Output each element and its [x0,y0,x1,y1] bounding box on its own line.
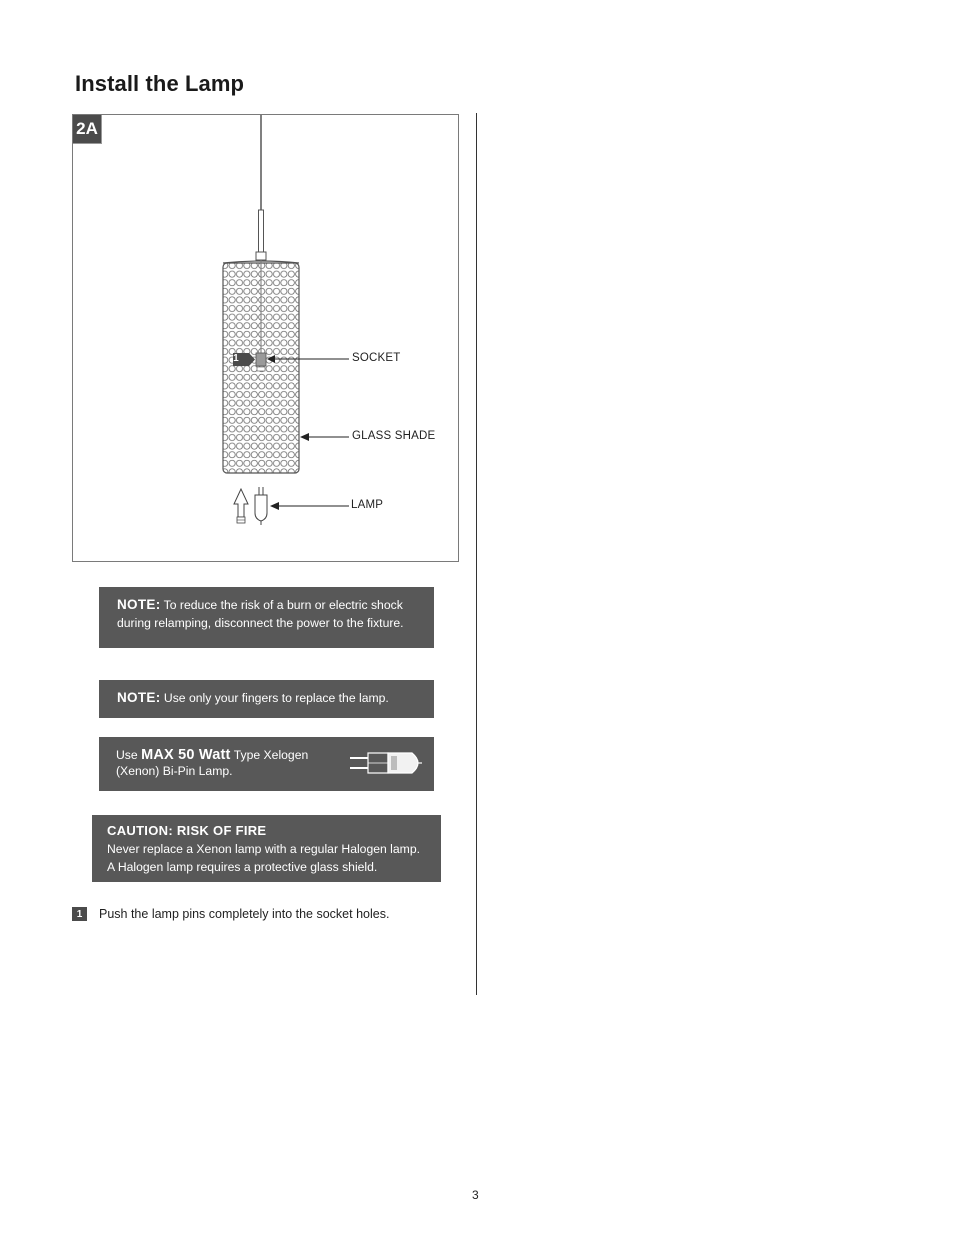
note-label: NOTE: [117,690,161,705]
note-use-fingers [99,680,434,718]
note-text: To reduce the risk of a burn or electric shock during relamping, disconnect the power to the fixture. [117,598,404,630]
callout-lamp: LAMP [351,499,384,511]
lamp-spec-suffix: Type Xelogen (Xenon) Bi-Pin Lamp. [116,748,309,778]
page-title: Install the Lamp [75,71,245,96]
caution-title: CAUTION: RISK OF FIRE [107,823,267,838]
callout-socket: SOCKET [352,352,401,364]
step-marker-label: 1 [233,353,239,364]
column-divider [476,113,477,995]
lamp-spec-box [99,737,434,791]
step-text: Push the lamp pins completely into the socket holes. [99,907,390,921]
callout-glass-shade: GLASS SHADE [352,430,436,442]
note-label: NOTE: [117,597,161,612]
step-number-badge: 1 [72,907,87,921]
instruction-step [72,907,389,921]
caution-risk-of-fire [92,815,441,882]
figure-2a [72,114,459,562]
note-disconnect-power [99,587,434,648]
pendant-lamp-illustration [73,115,460,563]
lamp-spec-prefix: Use [116,748,138,762]
caution-text: Never replace a Xenon lamp with a regular Halogen lamp. A Halogen lamp requires a protective glass shield. [107,842,420,874]
note-text: Use only your fingers to replace the lamp. [163,691,389,705]
bi-pin-lamp-icon [350,750,424,778]
figure-badge: 2A [73,115,102,144]
lamp-spec-wattage: MAX 50 Watt [141,747,231,763]
page-number: 3 [472,1188,479,1202]
